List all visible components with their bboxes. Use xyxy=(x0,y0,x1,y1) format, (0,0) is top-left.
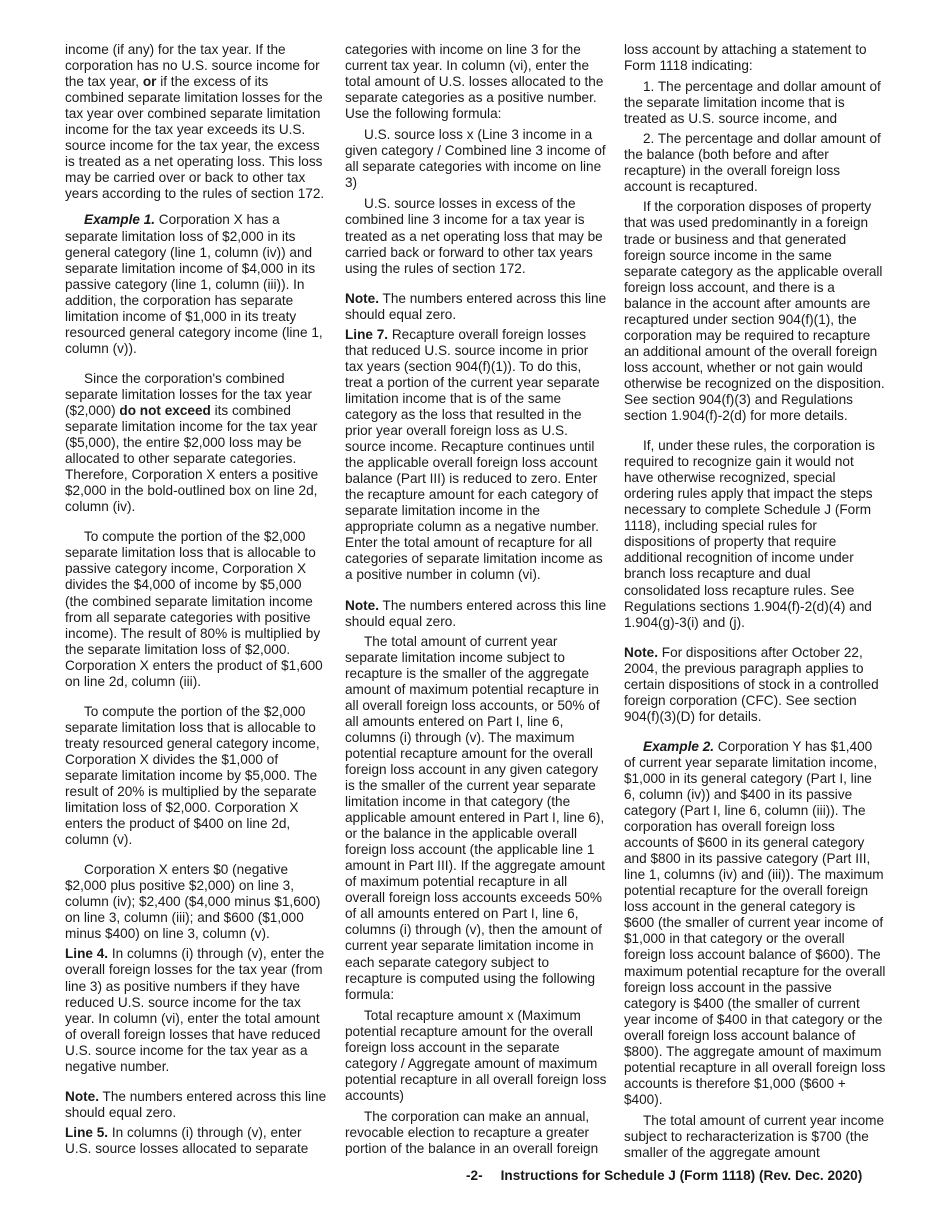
example-1: Example 1. Corporation X has a separate limitation loss of $2,000 in its general category (line 1, column (iv)) and separate limitation income of $4,000 in its passive category (line 1, column (iii)). In addition, the corporation has separate limitation income of $1,000 in its treaty resourced general category income (line 1, column (v)). xyxy=(65,212,323,356)
paragraph: If, under these rules, the corporation is required to recognize gain it would not have otherwise recognized, special ordering rules apply that impact the steps necessary to complete Schedule J (Form 1118), including special rules for dispositions of property that require additional recognition of income under branch loss recapture and dual consolidated loss recapture rules. See Regulations sections 1.904(f)-2(d)(4) and 1.904(g)-3(i) and (j). xyxy=(624,438,875,630)
paragraph: The total amount of current year income subject to recharacterization is $700 (the smaller of the aggregate amount xyxy=(624,1112,885,1161)
paragraph: If the corporation disposes of property that was used predominantly in a foreign trade or business and that generated foreign source income in the same separate category as the applicable overall foreign loss account, and there is a balance in the account after amounts are recaptured under section 904(f)(1), the corporation may be required to recapture an additional amount of the overall foreign loss account, whether or not gain would otherwise be recognized on the disposition. See section 904(f)(3) and Regulations section 1.904(f)-2(d) for more details. xyxy=(624,199,885,424)
paragraph: To compute the portion of the $2,000 separate limitation loss that is allocable to treaty resourced general category income, Corporation X divides the $1,000 of separate limitation income by $5,000. The result of 20% is multiplied by the separate limitation loss of $2,000. Corporation X enters the product of $400 on line 2d, column (v). xyxy=(65,703,320,848)
paragraph: Since the corporation's combined separate limitation losses for the tax year ($2,000) do not exceed its combined separate limitation income for the tax year ($5,000), the entire $2,000 loss may be allocated to other separate categories. Therefore, Corporation X enters a positive $2,000 in the bold-outlined box on line 2d, column (iv). xyxy=(65,370,319,515)
example-2-label: Example 2. xyxy=(643,738,715,754)
paragraph: Corporation X enters $0 (negative $2,000 plus positive $2,000) on line 3, column (iv); $2,400 ($4,000 minus $1,600) on line 3, column (iii); and $600 ($1,000 minus $400) on line 3, column (v). xyxy=(65,862,321,942)
example-2: Example 2. Corporation Y has $1,400 of current year separate limitation income, $1,000 in its general category (Part I, line 6, column (iv)) and $400 in its passive category (Part I, line 6, column (iii)). The corporation has overall foreign loss accounts of $600 in its general category and $800 in its passive category (Part III, line 1, columns (iv) and (iii)). The maximum potential recapture for the overall foreign loss account in the general category is $600 (the smaller of current year income of $1,000 in that category or the overall foreign loss account balance of $600). The maximum potential recapture for the overall foreign loss account in the passive category is $400 (the smaller of current year income of $400 in that category or the overall foreign loss account balance of $800). The aggregate amount of maximum potential recapture in all overall foreign loss accounts is therefore $1,000 ($600 + $400). xyxy=(624,738,886,1107)
paragraph: The total amount of current year separate limitation income subject to recapture is the smaller of the aggregate amount of maximum potential recapture in all overall foreign loss accounts, or 50% of all amounts entered on Part I, line 6, columns (i) through (v). The maximum potential recapture amount for the overall foreign loss account in any given category is the smaller of the current year separate limitation income in that category (the applicable amount entered in Part I, line 6), or the balance in the applicable overall foreign loss account (the applicable line 1 amount in Part III). If the aggregate amount of maximum potential recapture in all overall foreign loss accounts exceeds 50% of all amounts entered on Part I, line 6, columns (i) through (v), then the amount of current year separate limitation income in each separate category subject to recapture is computed using the following formula: xyxy=(345,633,605,1002)
note: Note. The numbers entered across this line should equal zero. xyxy=(345,597,607,629)
note: Note. The numbers entered across this line should equal zero. xyxy=(345,290,607,322)
formula: U.S. source loss x (Line 3 income in a given category / Combined line 3 income of all separate categories with income on line 3) xyxy=(345,127,606,191)
line-5-instruction: Line 5. In columns (i) through (v), enter U.S. source losses allocated to separate xyxy=(65,1124,309,1156)
line-7-instruction: Line 7. Recapture overall foreign losses that reduced U.S. source income in prior tax years (section 904(f)(1)). To do this, treat a portion of the current year separate limitation income that is of the same category as the loss that resulted in the prior year overall foreign loss as U.S. source income. Recapture continues until the applicable overall foreign loss account balance (Part III) is reduced to zero. Enter the recapture amount for each category of separate limitation income in the appropriate column as a negative number. Enter the total amount of recapture for all categories of separate limitation income as a positive number in column (vi). xyxy=(345,326,603,583)
formula: Total recapture amount x (Maximum potential recapture amount for the overall foreign loss account in the separate category / Aggregate amount of maximum potential recapture in all overall foreign loss accounts) xyxy=(345,1007,607,1103)
note: Note. The numbers entered across this line should equal zero. xyxy=(65,1088,327,1120)
paragraph: loss account by attaching a statement to Form 1118 indicating: xyxy=(624,42,867,74)
page-footer xyxy=(466,1168,862,1183)
page-number: -2- xyxy=(466,1168,483,1183)
note: Note. For dispositions after October 22, 2004, the previous paragraph applies to certain dispositions of stock in a controlled foreign corporation (CFC). See section 904(f)(3)(D) for details. xyxy=(624,644,879,724)
column-1 xyxy=(65,42,327,1167)
paragraph: To compute the portion of the $2,000 separate limitation loss that is allocable to passive category income, Corporation X divides the $4,000 of income by $5,000 (the combined separate limitation income from all separate categories with positive income). The result of 80% is multiplied by the separate limitation loss of $2,000. Corporation X enters the product of $1,600 on line 2d, column (iii). xyxy=(65,529,323,689)
paragraph: U.S. source losses in excess of the combined line 3 income for a tax year is treated as a net operating loss that may be carried back or forward to other tax years using the rules of section 172. xyxy=(345,196,603,276)
example-1-label: Example 1. xyxy=(84,212,156,228)
document-title: Instructions for Schedule J (Form 1118) (Rev. Dec. 2020) xyxy=(500,1168,863,1183)
paragraph: categories with income on line 3 for the current tax year. In column (vi), enter the total amount of U.S. losses allocated to the separate categories as a positive number. Use the following formula: xyxy=(345,42,604,122)
list-item: 2. The percentage and dollar amount of the balance (both before and after recapture) in the overall foreign loss account is recaptured. xyxy=(624,131,881,195)
column-2 xyxy=(345,42,607,1167)
column-3 xyxy=(624,42,886,1171)
line-4-instruction: Line 4. In columns (i) through (v), enter the overall foreign losses for the tax year (from line 3) as positive numbers if they have reduced U.S. source income for the tax year. In column (vi), enter the total amount of overall foreign losses that have reduced U.S. source income for the tax year as a negative number. xyxy=(65,946,325,1074)
paragraph: The corporation can make an annual, revocable election to recapture a greater portion of the balance in an overall foreign xyxy=(345,1108,599,1157)
list-item: 1. The percentage and dollar amount of the separate limitation income that is treated as U.S. source income, and xyxy=(624,79,881,127)
paragraph: income (if any) for the tax year. If the corporation has no U.S. source income for the tax year, or if the excess of its combined separate limitation losses for the tax year over combined separate limitation income for the tax year exceeds its U.S. source income for the tax year, the excess is treated as a net operating loss. This loss may be carried over or back to other tax years according to the rules of section 172. xyxy=(65,42,325,202)
